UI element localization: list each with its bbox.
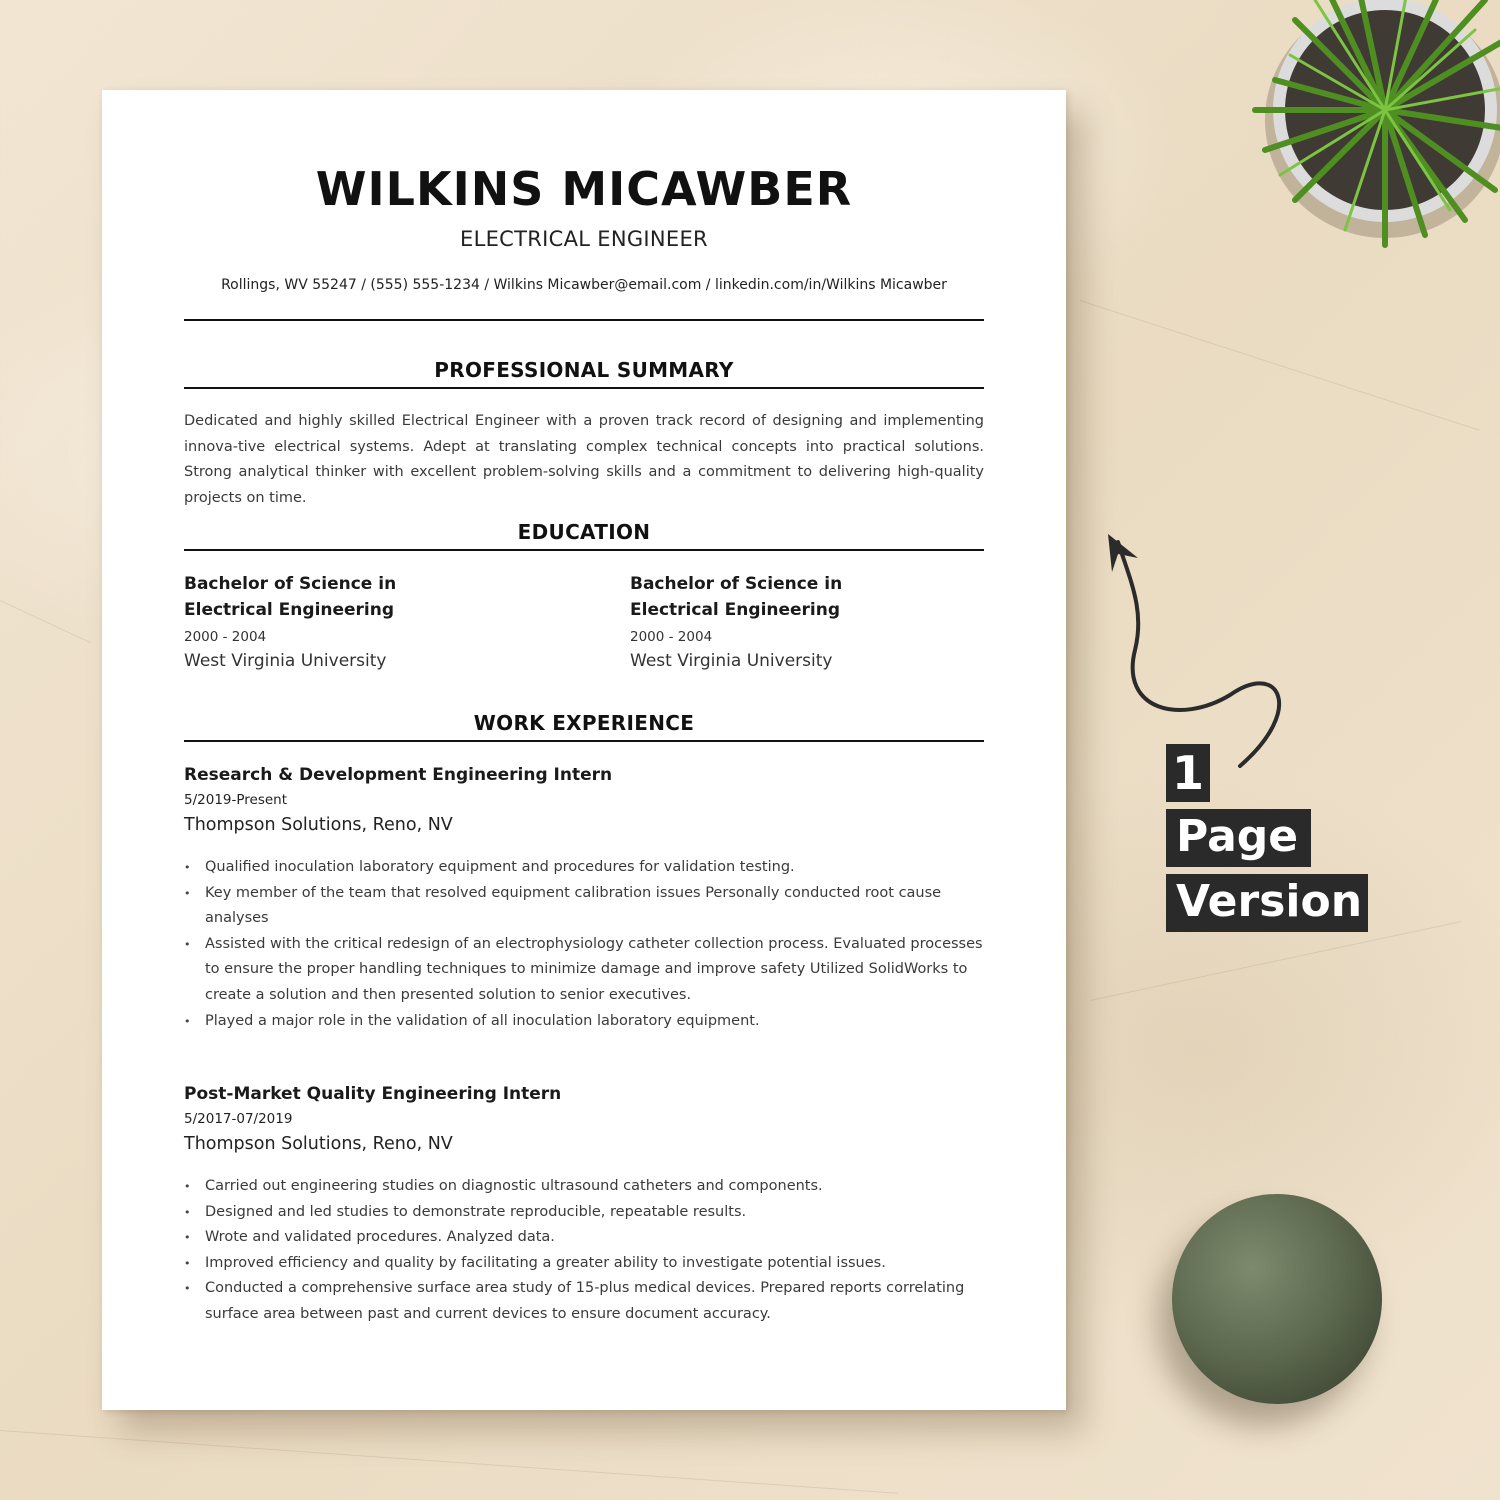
experience-heading: WORK EXPERIENCE xyxy=(473,711,695,735)
job-dates: 5/2017-07/2019 xyxy=(184,1111,293,1127)
job-bullet: • Assisted with the critical redesign of an electrophysiology catheter collection process. Evaluated processes to ensure the proper handling techniques to minimize damage and improve safety Utilized SolidWorks to create a solution and then presented solution to senior executives. xyxy=(184,932,984,1009)
job-bullet: • Wrote and validated procedures. Analyzed data. xyxy=(184,1225,984,1251)
education-school: West Virginia University xyxy=(184,651,387,671)
experience-divider xyxy=(184,740,984,742)
header-divider xyxy=(184,319,984,321)
education-school: West Virginia University xyxy=(630,651,833,671)
education-heading: EDUCATION xyxy=(517,520,651,544)
job-bullet: • Qualified inoculation laboratory equipment and procedures for validation testing. xyxy=(184,855,984,881)
job-bullet: • Conducted a comprehensive surface area study of 15-plus medical devices. Prepared reports correlating surface area between past and current devices to ensure document accuracy. xyxy=(184,1276,984,1327)
job-title: Research & Development Engineering Intern xyxy=(184,765,613,785)
resume-name: WILKINS MICAWBER xyxy=(315,162,853,216)
job-bullet: • Key member of the team that resolved equipment calibration issues Personally conducted root cause analyses xyxy=(184,881,984,932)
job-company: Thompson Solutions, Reno, NV xyxy=(184,1134,453,1154)
job-bullets xyxy=(184,855,984,1034)
stone-ball-decoration xyxy=(1172,1194,1382,1404)
job-bullet: • Improved efficiency and quality by facilitating a greater ability to investigate potential issues. xyxy=(184,1251,984,1277)
badge-line-1: Page xyxy=(1166,809,1311,867)
job-title: Post-Market Quality Engineering Intern xyxy=(184,1084,562,1104)
job-bullets xyxy=(184,1174,984,1328)
education-degree: Bachelor of Science in Electrical Engineering xyxy=(184,574,397,620)
job-entry xyxy=(184,762,984,1034)
education-divider xyxy=(184,549,984,551)
marble-vein xyxy=(0,600,91,643)
job-entry xyxy=(184,1081,984,1328)
job-bullet: • Carried out engineering studies on diagnostic ultrasound catheters and components. xyxy=(184,1174,984,1200)
resume-sheet xyxy=(102,90,1066,1410)
summary-divider xyxy=(184,387,984,389)
summary-text: Dedicated and highly skilled Electrical Engineer with a proven track record of designing and implementing innova-tive electrical systems. Adept at translating complex technical concepts into practical solutions. Strong analytical thinker with excellent problem-solving skills and a commitment to delivering high-quality projects on time. xyxy=(184,413,984,506)
resume-contact: Rollings, WV 55247 / (555) 555-1234 / Wilkins Micawber@email.com / linkedin.com/in/Wilkins Micawber xyxy=(221,277,947,293)
marble-vein xyxy=(1080,300,1480,431)
job-dates: 5/2019-Present xyxy=(184,792,288,808)
job-bullet: • Designed and led studies to demonstrate reproducible, repeatable results. xyxy=(184,1200,984,1226)
resume-role: ELECTRICAL ENGINEER xyxy=(460,227,708,251)
education-entry xyxy=(630,571,930,674)
education-degree: Bachelor of Science in Electrical Engineering xyxy=(630,574,843,620)
curved-arrow-icon xyxy=(1090,520,1310,780)
badge-line-2: Version xyxy=(1166,874,1368,932)
education-entry xyxy=(184,571,484,674)
job-company: Thompson Solutions, Reno, NV xyxy=(184,815,453,835)
plant-decoration xyxy=(1235,0,1500,260)
badge-number: 1 xyxy=(1166,744,1210,802)
marble-vein xyxy=(1090,921,1462,1001)
job-bullet: • Played a major role in the validation of all inoculation laboratory equipment. xyxy=(184,1009,984,1035)
education-years: 2000 - 2004 xyxy=(184,629,267,645)
marble-vein xyxy=(0,1430,898,1494)
summary-heading: PROFESSIONAL SUMMARY xyxy=(434,358,734,382)
education-years: 2000 - 2004 xyxy=(630,629,713,645)
